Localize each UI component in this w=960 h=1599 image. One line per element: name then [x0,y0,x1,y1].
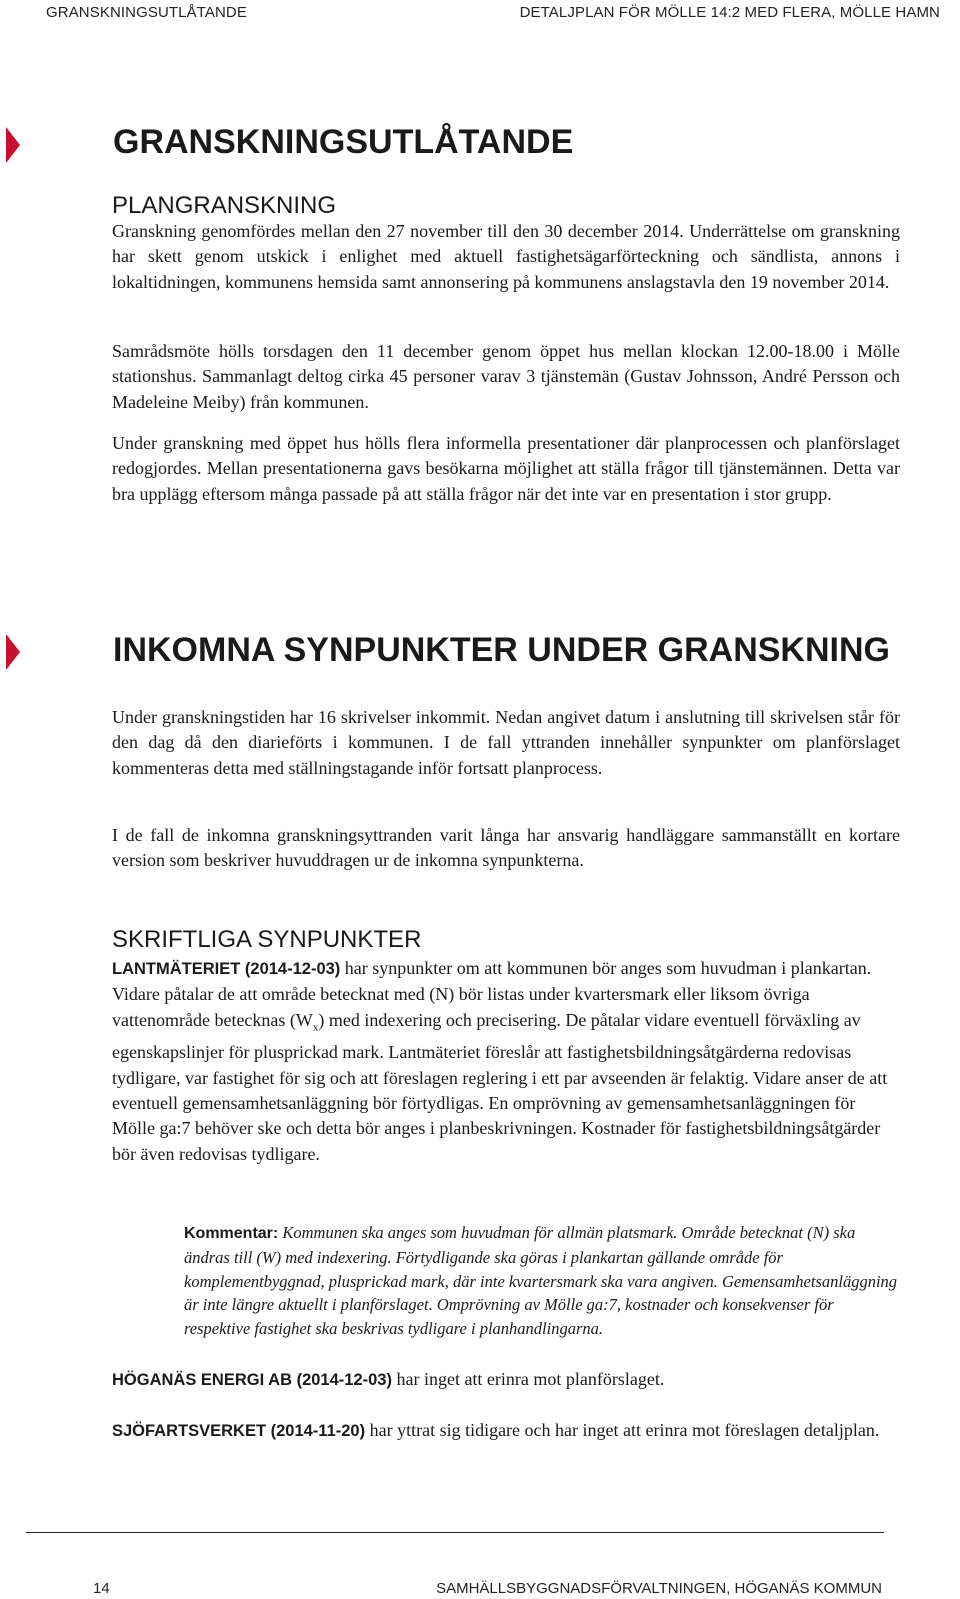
paragraph-samradsmote: Samrådsmöte hölls torsdagen den 11 december genom öppet hus mellan klockan 12.00-18.00 i Mölle stationshus. Sammanlagt deltog cirka 45 personer varav 3 tjänstemän (Gustav Johnsson, André Persson och Madeleine Meiby) från kommunen. [112,341,900,412]
subheading-skriftliga-synpunkter: SKRIFTLIGA SYNPUNKTER [112,926,422,953]
entry-label-hoganas-energi: HÖGANÄS ENERGI AB (2014-12-03) [112,1371,392,1389]
comment-lantmateriet [184,1221,900,1341]
entry-text-sjofartsverket: har yttrat sig tidigare och har inget att erinra mot föreslagen detaljplan. [365,1420,880,1440]
section-marker-icon [6,634,20,670]
paragraph-skrivelser: Under granskningstiden har 16 skrivelser inkommit. Nedan angivet datum i anslutning till skrivelsen står för den dag då den diarieförts i kommunen. I de fall yttranden innehåller synpunkter om planförslaget kommenteras detta med ställningstagande inför fortsatt planprocess. [112,707,900,778]
entry-hoganas-energi [112,1367,900,1393]
comment-label: Kommentar: [184,1225,279,1242]
entry-text-lantmateriet-a: har synpunkter om att kommunen bör anges som huvudman i plankartan. Vidare påtalar de att område betecknat med (N) bör listas under kvartersmark eller liksom övriga vattenområde betecknas (W [112,958,872,1030]
paragraph-granskning-period: Granskning genomfördes mellan den 27 november till den 30 december 2014. Underrättelse om granskning har skett genom utskick i enlighet med aktuell fastighetsägarförteckning och sändlista, annons i lokaltidningen, kommunens hemsida samt annonsering på kommunens anslagstavla den 19 november 2014. [112,221,900,292]
entry-lantmateriet [112,956,900,1167]
section-marker-icon [6,127,20,163]
comment-text: Kommunen ska anges som huvudman för allmän platsmark. Område betecknat (N) ska ändras till (W) med indexering. Förtydligande ska göras i plankartan gällande område för komplementbyggnad, plusprickad mark, där inte kvartersmark ska vara angiven. Gemensamhetsanläggning är inte längre aktuellt i planförslaget. Omprövning av Mölle ga:7, kostnader och konsekvenser för respektive fastighet ska beskrivas tydligare i planhandlingarna. [184,1223,898,1339]
entry-text-lantmateriet-b: ) med indexering och precisering. De påtalar vidare eventuell förväxling av egenskapslinjer för plusprickad mark. Lantmäteriet föreslår att fastighetsbildningsåtgärderna redovisas tydligare, var fastighet för sig och att föreslagen reglering i ett par avseenden är felaktig. Vidare anser de att eventuell gemensamhetsanläggning bör förtydligas. En omprövning av gemensamhetsanläggningen för Mölle ga:7 behöver ske och detta bör anges i planbeskrivningen. Kostnader för fastighetsbildningsåtgärder bör även redovisas tydligare. [112,1009,888,1164]
page-number: 14 [93,1580,110,1597]
running-header-left: GRANSKNINGSUTLÅTANDE [46,4,247,21]
entry-label-sjofartsverket: SJÖFARTSVERKET (2014-11-20) [112,1422,366,1440]
entry-label-lantmateriet: LANTMÄTERIET (2014-12-03) [112,960,341,978]
running-header-right: DETALJPLAN FÖR MÖLLE 14:2 MED FLERA, MÖLLE HAMN [519,4,940,21]
paragraph-presentationer: Under granskning med öppet hus hölls flera informella presentationer där planprocessen och planförslaget redogjordes. Mellan presentationerna gavs besökarna möjlighet att ställa frågor till tjänstemännen. Detta var bra upplägg eftersom många passade på att ställa frågor när det inte var en presentation i stor grupp. [112,433,900,504]
entry-text-hoganas-energi: har inget att erinra mot planförslaget. [391,1369,665,1389]
entry-sjofartsverket [112,1418,900,1444]
subheading-plangranskning: PLANGRANSKNING [112,192,337,219]
section-title-inkomna-synpunkter: INKOMNA SYNPUNKTER UNDER GRANSKNING [113,631,890,669]
footer-department: SAMHÄLLSBYGGNADSFÖRVALTNINGEN, HÖGANÄS KOMMUN [436,1580,882,1597]
footer-divider [26,1532,884,1533]
page-title: GRANSKNINGSUTLÅTANDE [113,123,574,161]
subscript-x: x [312,1021,319,1034]
paragraph-sammanstallt: I de fall de inkomna granskningsyttranden varit långa har ansvarig handläggare sammanställt en kortare version som beskriver huvuddragen ur de inkomna synpunkterna. [112,825,900,871]
